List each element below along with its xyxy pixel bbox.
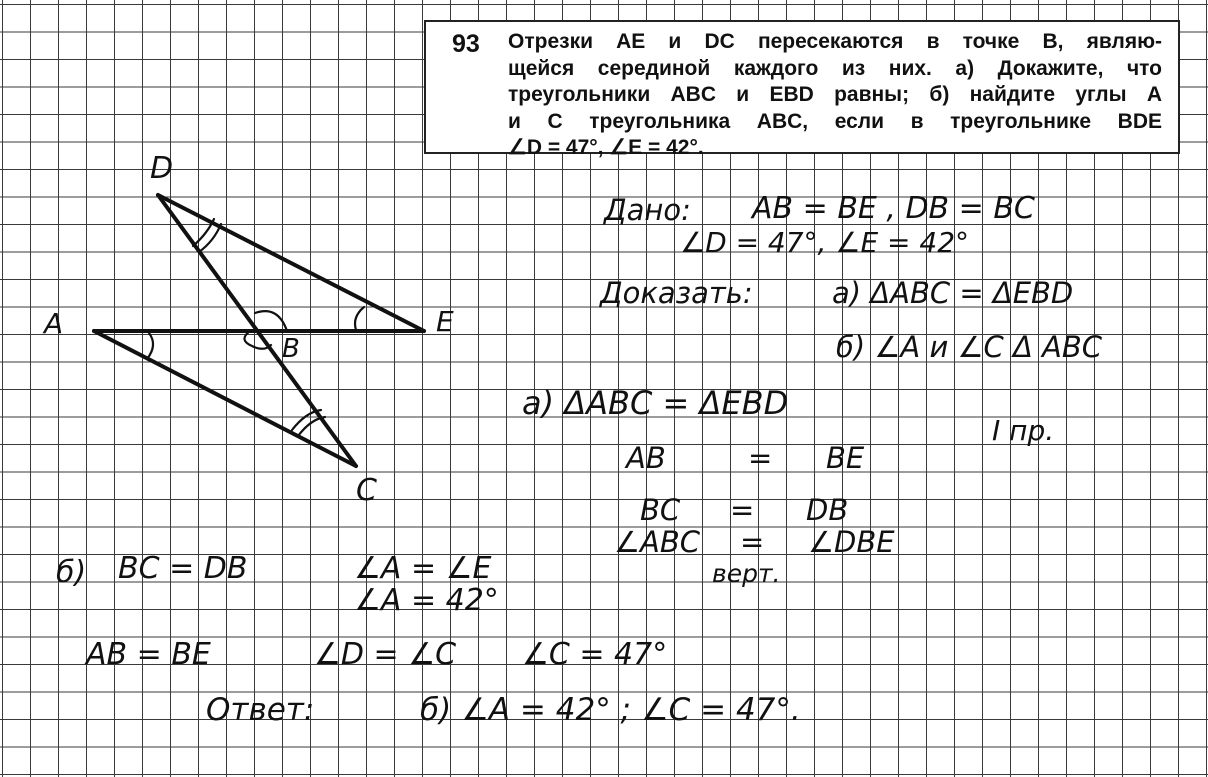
angle-mark-A <box>147 333 153 359</box>
problem-line: щейся серединой каждого из них. а) Докажите, что <box>508 56 1162 80</box>
row1-eq: = <box>748 441 773 475</box>
segment-DE <box>158 195 424 331</box>
row3-left: ∠ABC <box>614 525 700 559</box>
angle-mark-E <box>355 307 364 330</box>
problem-line: Отрезки AE и DC пересекаются в точке B, являю- <box>508 30 1162 53</box>
answer-section <box>206 692 801 728</box>
row2-eq: = <box>730 493 755 527</box>
problem-line: треугольники ABC и EBD равны; б) найдите углы A <box>508 83 1162 106</box>
problem-line: ∠D = 47°, ∠E = 42°. <box>508 136 704 159</box>
prove-section <box>598 276 1103 364</box>
given-section <box>602 191 1035 259</box>
solution-a-header: а) ΔABC = ΔEBD <box>522 384 789 422</box>
prove-item-b: б) ∠A и ∠C Δ ABC <box>836 330 1103 364</box>
solution-b-eq1: BC = DB <box>118 551 248 586</box>
problem-line: и C треугольника ABC, если в треугольнике BDE <box>508 109 1162 133</box>
row2-left: BC <box>640 493 681 527</box>
row2-right: DB <box>806 493 849 527</box>
vertex-label-B: B <box>282 334 300 364</box>
problem-number: 93 <box>452 30 480 58</box>
solution-b-eq5: ∠D = ∠C <box>314 637 457 672</box>
prove-item-a: а) ΔABC = ΔEBD <box>832 276 1074 310</box>
solution-b <box>56 551 667 672</box>
vertex-label-A: A <box>44 307 64 340</box>
given-label: Дано: <box>604 193 691 227</box>
row3-eq: = <box>740 525 765 559</box>
vertex-label-D: D <box>150 151 174 186</box>
triangle-figure <box>94 195 424 466</box>
solution-b-eq2: ∠A = ∠E <box>354 551 492 586</box>
prove-label: Доказать: <box>600 276 753 310</box>
solution-a <box>522 384 1054 588</box>
row1-left: AB <box>626 441 666 475</box>
vertical-angles-note: верт. <box>712 559 781 588</box>
row3-right: ∠DBE <box>808 525 895 559</box>
solution-b-eq3: ∠A = 42° <box>354 583 499 618</box>
answer-text: б) ∠A = 42° ; ∠C = 47°. <box>420 692 801 728</box>
segment-AC <box>94 331 356 466</box>
criterion-note: I пр. <box>992 414 1055 447</box>
answer-label: Ответ: <box>206 692 315 728</box>
solution-b-eq6: ∠C = 47° <box>522 637 668 672</box>
given-angles: ∠D = 47°, ∠E = 42° <box>680 226 970 259</box>
solution-b-label: б) <box>56 555 87 590</box>
solution-b-eq4: AB = BE <box>86 637 211 672</box>
vertex-label-C: C <box>356 473 377 508</box>
given-equalities: AB = BE , DB = BC <box>752 191 1035 226</box>
vertex-label-E: E <box>436 305 454 338</box>
row1-right: BE <box>826 441 865 475</box>
